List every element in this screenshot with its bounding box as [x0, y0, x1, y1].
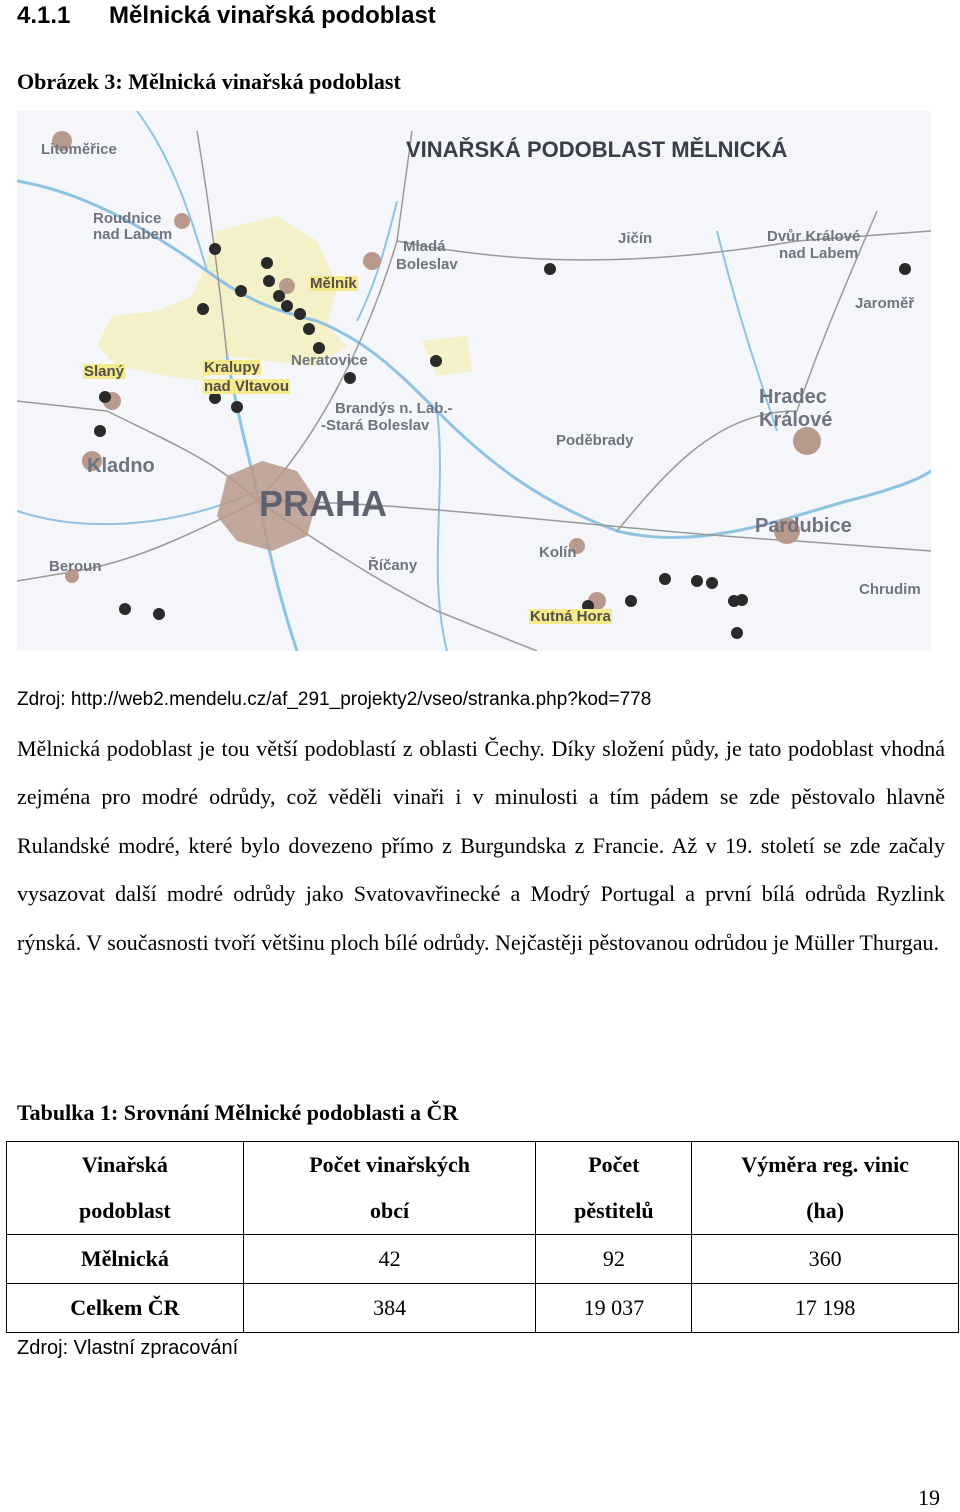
- label-dvur-line1: Dvůr Králové: [767, 228, 861, 245]
- header-line: pěstitelů: [574, 1198, 654, 1223]
- label-jaromer: Jaroměř: [855, 295, 915, 312]
- header-line: Počet vinařských: [309, 1152, 470, 1177]
- table-caption: Tabulka 1: Srovnání Mělnické podoblasti a ČR: [17, 1100, 459, 1125]
- vineyard-icon: [736, 594, 748, 606]
- label-litomerice: Litoměřice: [41, 141, 117, 158]
- label-neratovice: Neratovice: [291, 352, 368, 369]
- label-podebrady: Poděbrady: [556, 432, 634, 449]
- vineyard-icon: [731, 627, 743, 639]
- vineyard-icon: [294, 308, 306, 320]
- section-heading: [17, 0, 436, 32]
- table-cell: 42: [243, 1235, 536, 1284]
- vineyard-icon: [231, 401, 243, 413]
- vineyard-icon: [261, 257, 273, 269]
- vineyard-icon: [625, 595, 637, 607]
- table-source: Zdroj: Vlastní zpracování: [17, 1337, 239, 1359]
- urban-area: [174, 213, 190, 229]
- label-kolin: Kolín: [539, 544, 577, 561]
- map-graphic: [17, 111, 931, 651]
- road: [17, 401, 257, 501]
- urban-area: [363, 252, 381, 270]
- table-header: [7, 1142, 244, 1235]
- section-number: 4.1.1: [17, 2, 71, 29]
- urban-area: [793, 427, 821, 455]
- label-roudnice-line1: Roudnice: [93, 210, 162, 227]
- table-cell: 360: [692, 1235, 959, 1284]
- table-cell: 17 198: [692, 1284, 959, 1333]
- label-pardubice: Pardubice: [755, 515, 852, 537]
- vineyard-icon: [209, 243, 221, 255]
- label-kutna-hora: Kutná Hora: [530, 608, 611, 625]
- vineyard-icon: [706, 577, 718, 589]
- body-paragraph: Mělnická podoblast je tou větší podoblastí z oblasti Čechy. Díky složení půdy, je tato podoblast vhodná zejména pro modré odrůdy, což věděli vinaři i v minulosti a tím pádem se zde pěstovalo hlavně Rulandské modré, které bylo dovezeno přímo z Burgundska z Francie. Až v 19. století se zde začaly vysazovat další modré odrůdy jako Svatovavřinecké a Modrý Portugal a první bílá odrůda Ryzlink rýnská. V současnosti tvoří většinu ploch bílé odrůdy. Nejčastěji pěstovanou odrůdou je Müller Thurgau.: [17, 736, 945, 955]
- page-number: 19: [918, 1485, 940, 1510]
- table-row: [7, 1235, 959, 1284]
- header-line: Výměra reg. vinic: [741, 1152, 909, 1177]
- section-title: Mělnická vinařská podoblast: [109, 2, 436, 29]
- label-kralupy-line2: nad Vltavou: [204, 378, 290, 395]
- vineyard-icon: [153, 608, 165, 620]
- label-chrudim: Chrudim: [859, 581, 921, 598]
- label-praha: PRAHA: [259, 483, 388, 524]
- header-line: (ha): [806, 1198, 845, 1223]
- region-highlight: [422, 336, 472, 376]
- table-row: [7, 1284, 959, 1333]
- label-brandys-line1: Brandýs n. Lab.-: [335, 400, 453, 417]
- vineyard-icon: [659, 573, 671, 585]
- header-line: obcí: [370, 1198, 410, 1223]
- label-mlada-line1: Mladá: [403, 238, 446, 255]
- table-cell: 92: [536, 1235, 692, 1284]
- label-beroun: Beroun: [49, 558, 102, 575]
- vineyard-icon: [544, 263, 556, 275]
- vineyard-icon: [344, 372, 356, 384]
- label-roudnice-line2: nad Labem: [93, 226, 173, 243]
- table-cell: Celkem ČR: [7, 1284, 244, 1333]
- figure-caption: Obrázek 3: Mělnická vinařská podoblast: [17, 69, 401, 94]
- table-header: [692, 1142, 959, 1235]
- label-kralupy-line1: Kralupy: [204, 359, 260, 376]
- comparison-table: [6, 1141, 959, 1333]
- wine-region-map: [17, 111, 931, 651]
- vineyard-icon: [281, 300, 293, 312]
- vineyard-icon: [94, 425, 106, 437]
- header-line: Vinařská: [81, 1152, 168, 1177]
- table-cell: 384: [243, 1284, 536, 1333]
- vineyard-icon: [273, 290, 285, 302]
- vineyard-icon: [197, 303, 209, 315]
- label-jicin: Jičín: [618, 230, 653, 247]
- label-brandys-line2: -Stará Boleslav: [321, 417, 430, 434]
- map-title: VINAŘSKÁ PODOBLAST MĚLNICKÁ: [406, 137, 788, 162]
- vineyard-icon: [691, 575, 703, 587]
- header-line: Počet: [588, 1152, 640, 1177]
- label-hradec-line1: Hradec: [759, 386, 827, 408]
- label-dvur-line2: nad Labem: [779, 245, 859, 262]
- table-header: [536, 1142, 692, 1235]
- table-cell: Mělnická: [7, 1235, 244, 1284]
- table-header: [243, 1142, 536, 1235]
- label-melnik: Mělník: [310, 275, 357, 292]
- vineyard-icon: [430, 355, 442, 367]
- label-ricany: Říčany: [368, 557, 418, 574]
- table-cell: 19 037: [536, 1284, 692, 1333]
- vineyard-icon: [303, 323, 315, 335]
- label-hradec-line2: Králové: [759, 409, 833, 431]
- label-mlada-line2: Boleslav: [396, 256, 458, 273]
- table-header-row: [7, 1142, 959, 1235]
- label-slany: Slaný: [84, 363, 125, 380]
- vineyard-icon: [235, 285, 247, 297]
- label-kladno: Kladno: [87, 455, 155, 477]
- vineyard-icon: [119, 603, 131, 615]
- vineyard-icon: [99, 391, 111, 403]
- vineyard-icon: [899, 263, 911, 275]
- header-line: podoblast: [79, 1198, 171, 1223]
- figure-source: Zdroj: http://web2.mendelu.cz/af_291_projekty2/vseo/stranka.php?kod=778: [17, 689, 652, 710]
- vineyard-icon: [263, 275, 275, 287]
